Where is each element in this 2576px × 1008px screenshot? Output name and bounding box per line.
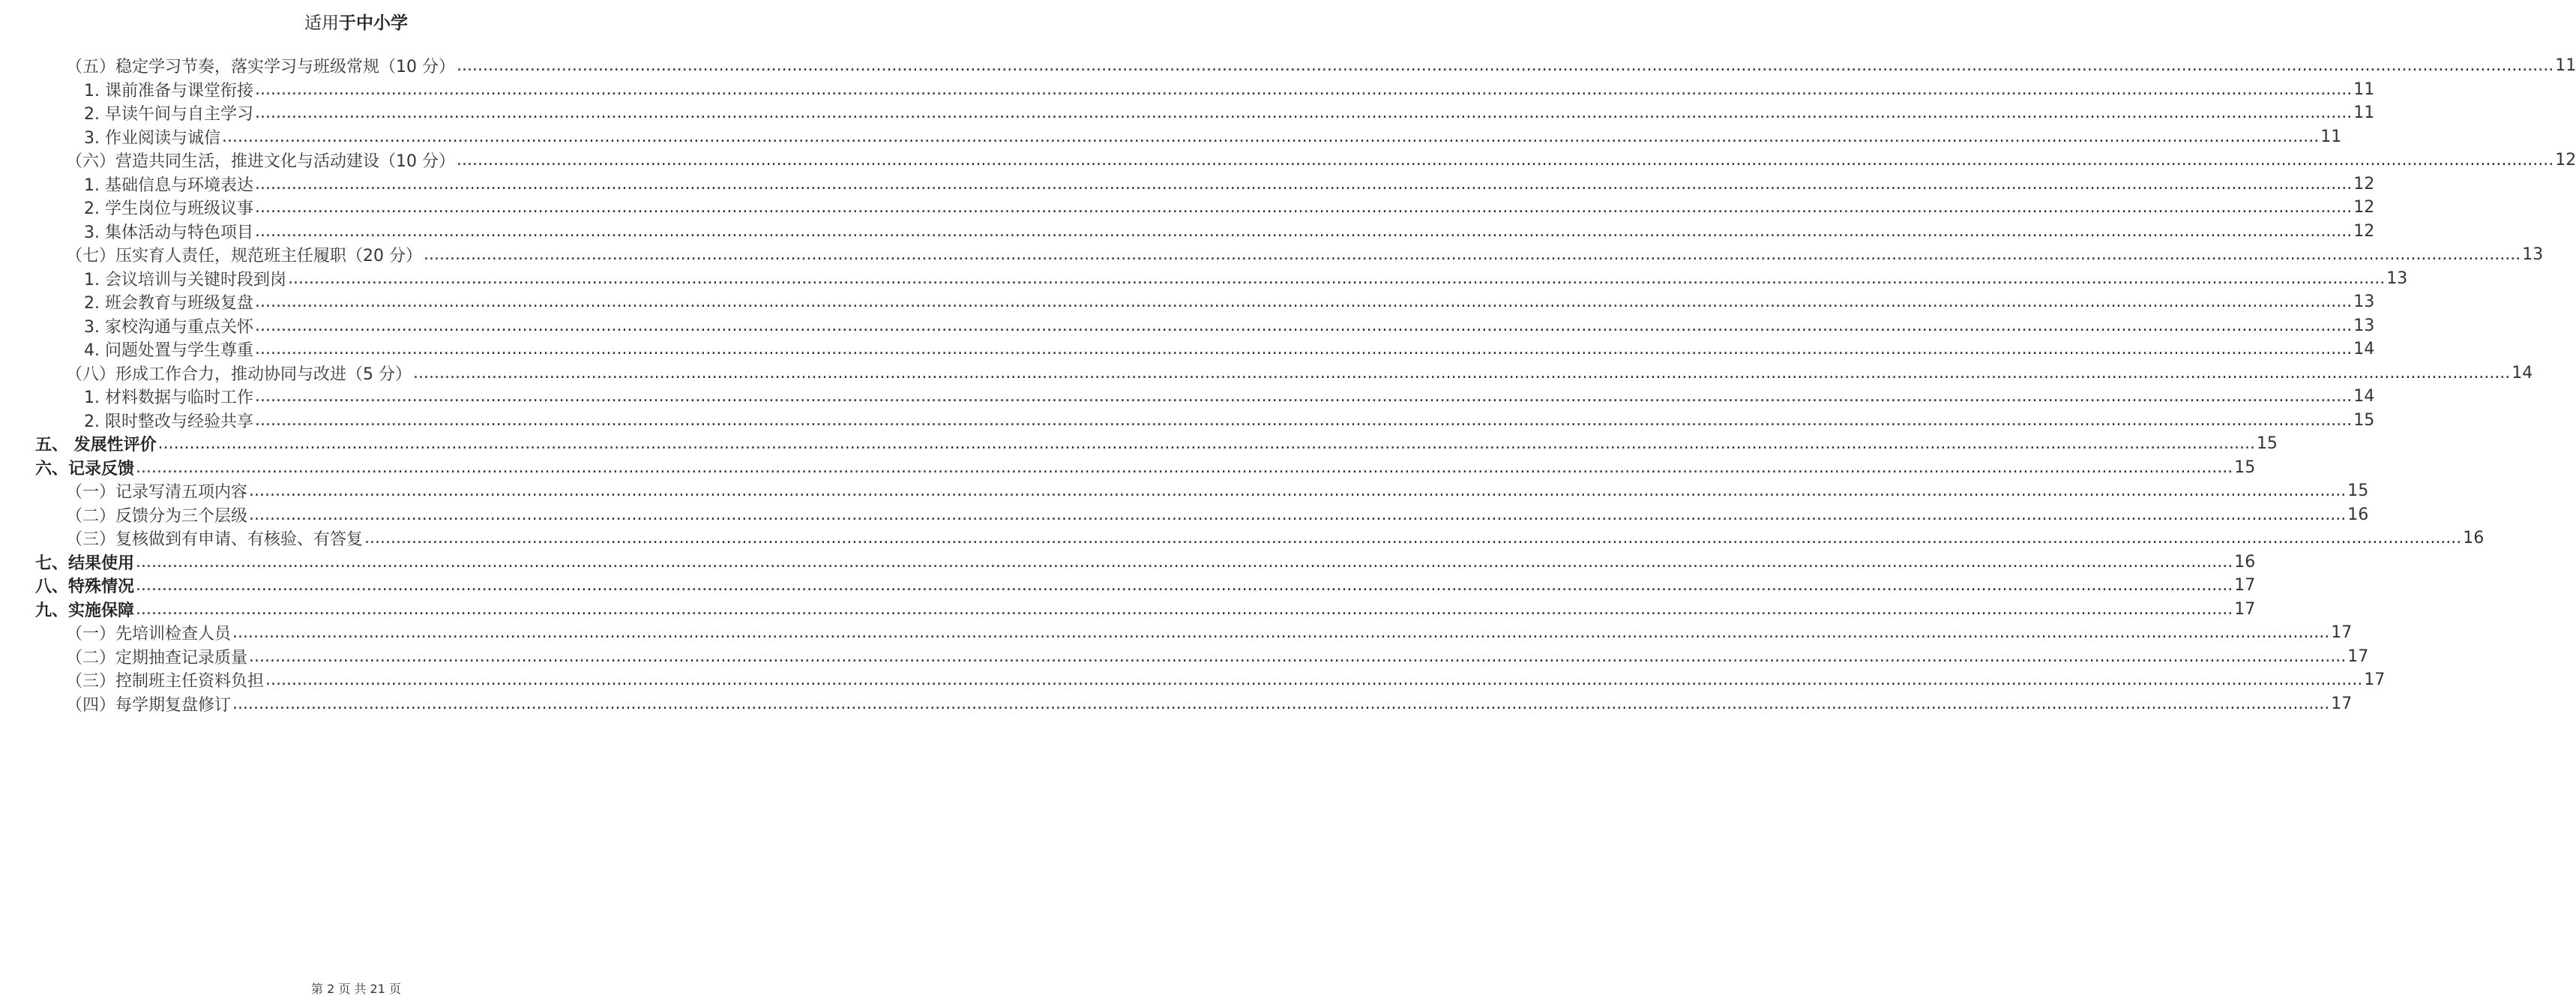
toc-entry-label: （六）营造共同生活，推进文化与活动建设（10 分） [66, 152, 455, 172]
toc-entry-page-number: 11 [2353, 80, 2375, 99]
toc-entry-label: 2. 学生岗位与班级议事 [84, 200, 253, 219]
toc-entry-page-number: 14 [2353, 387, 2375, 406]
toc-dot-leader: ................................................................................................................................................................................................................................................................................................................................................................................................................ [136, 458, 2233, 477]
toc-entry[interactable] [0, 668, 2386, 692]
toc-entry[interactable] [0, 101, 2375, 125]
toc-entry-page-number: 14 [2512, 363, 2533, 382]
toc-entry[interactable] [0, 290, 2375, 314]
toc-entry[interactable] [0, 503, 2369, 527]
toc-entry-page-number: 11 [2555, 56, 2576, 76]
toc-entry[interactable] [0, 314, 2375, 338]
toc-dot-leader: ................................................................................................................................................................................................................................................................................................................................................................................................................ [254, 316, 2353, 335]
toc-entry-label: 3. 作业阅读与诚信 [84, 128, 220, 148]
toc-dot-leader: ................................................................................................................................................................................................................................................................................................................................................................................................................ [287, 268, 2386, 288]
toc-entry-label: 1. 课前准备与课堂衔接 [84, 81, 253, 100]
page-footer: 第 2 页 共 21 页 [311, 982, 401, 996]
toc-entry-label: （二）反馈分为三个层级 [66, 506, 248, 526]
toc-dot-leader: ................................................................................................................................................................................................................................................................................................................................................................................................................ [254, 221, 2353, 241]
toc-entry-label: （五）稳定学习节奏，落实学习与班级常规（10 分） [66, 58, 455, 77]
toc-entry-page-number: 17 [2347, 646, 2369, 666]
toc-entry-label: （一）先培训检查人员 [66, 625, 232, 644]
toc-entry[interactable] [0, 172, 2375, 196]
toc-entry[interactable] [0, 125, 2342, 149]
toc-dot-leader: ................................................................................................................................................................................................................................................................................................................................................................................................................ [254, 198, 2353, 218]
toc-entry-label: 2. 早读午间与自主学习 [84, 105, 253, 124]
toc-entry[interactable] [0, 526, 2485, 550]
toc-entry-label: 1. 基础信息与环境表达 [84, 176, 253, 195]
toc-entry-page-number: 12 [2353, 198, 2375, 218]
toc-entry-label: 4. 问题处置与学生尊重 [84, 341, 253, 361]
toc-entry-label: 2. 限时整改与经验共享 [84, 412, 253, 431]
toc-dot-leader: ................................................................................................................................................................................................................................................................................................................................................................................................................ [254, 174, 2353, 194]
toc-dot-leader: ................................................................................................................................................................................................................................................................................................................................................................................................................ [424, 245, 2521, 265]
toc-dot-leader: ................................................................................................................................................................................................................................................................................................................................................................................................................ [136, 552, 2233, 572]
toc-entry[interactable] [0, 78, 2375, 102]
toc-entry-label: 3. 集体活动与特色项目 [84, 223, 253, 242]
toc-entry-page-number: 15 [2347, 482, 2369, 501]
toc-dot-leader: ................................................................................................................................................................................................................................................................................................................................................................................................................ [232, 623, 2330, 643]
toc-entry-label: （一）记录写清五项内容 [66, 483, 248, 502]
toc-entry[interactable] [0, 196, 2375, 220]
toc-entry[interactable] [0, 409, 2375, 433]
toc-dot-leader: ................................................................................................................................................................................................................................................................................................................................................................................................................ [254, 104, 2353, 123]
toc-entry[interactable] [0, 621, 2353, 645]
toc-entry[interactable] [0, 692, 2353, 716]
toc-entry[interactable] [0, 267, 2408, 291]
toc-entry-page-number: 17 [2364, 670, 2386, 690]
toc-entry-label: 1. 材料数据与临时工作 [84, 388, 253, 408]
page-header [0, 9, 712, 34]
toc-entry-page-number: 15 [2353, 410, 2375, 430]
toc-entry-label: （四）每学期复盘修订 [66, 695, 232, 715]
toc-entry-page-number: 16 [2234, 552, 2256, 572]
toc-dot-leader: ................................................................................................................................................................................................................................................................................................................................................................................................................ [249, 482, 2347, 501]
toc-dot-leader: ................................................................................................................................................................................................................................................................................................................................................................................................................ [413, 363, 2511, 382]
toc-entry[interactable] [0, 54, 2576, 78]
toc-entry-label: 八、特殊情况 [35, 577, 135, 597]
toc-entry-page-number: 15 [2234, 458, 2256, 477]
toc-dot-leader: ................................................................................................................................................................................................................................................................................................................................................................................................................ [254, 80, 2353, 99]
toc-entry[interactable] [0, 362, 2533, 386]
toc-entry[interactable] [0, 598, 2256, 622]
toc-entry-page-number: 13 [2353, 316, 2375, 335]
toc-entry-page-number: 11 [2320, 127, 2342, 146]
toc-entry-page-number: 12 [2353, 174, 2375, 194]
toc-entry-label: （七）压实育人责任，规范班主任履职（20 分） [66, 247, 422, 266]
toc-entry-page-number: 17 [2331, 623, 2353, 643]
toc-entry[interactable] [0, 338, 2375, 362]
toc-entry-label: （三）控制班主任资料负担 [66, 672, 265, 692]
toc-entry-page-number: 12 [2353, 221, 2375, 241]
toc-entry[interactable] [0, 432, 2278, 456]
toc-entry-page-number: 17 [2234, 576, 2256, 596]
toc-dot-leader: ................................................................................................................................................................................................................................................................................................................................................................................................................ [221, 127, 2320, 146]
toc-dot-leader: ................................................................................................................................................................................................................................................................................................................................................................................................................ [136, 576, 2233, 596]
toc-dot-leader: ................................................................................................................................................................................................................................................................................................................................................................................................................ [457, 56, 2554, 76]
toc-dot-leader: ................................................................................................................................................................................................................................................................................................................................................................................................................ [457, 151, 2554, 170]
header-title-prefix: 适用 [304, 14, 339, 33]
toc-entry-page-number: 16 [2463, 529, 2485, 548]
toc-entry-page-number: 13 [2353, 292, 2375, 312]
toc-entry[interactable] [0, 385, 2375, 409]
toc-entry-page-number: 16 [2347, 505, 2369, 524]
toc-dot-leader: ................................................................................................................................................................................................................................................................................................................................................................................................................ [254, 292, 2353, 312]
toc-entry-page-number: 17 [2331, 694, 2353, 713]
toc-entry-label: （三）复核做到有申请、有核验、有答复 [66, 530, 364, 550]
toc-entry-page-number: 12 [2555, 151, 2576, 170]
toc-entry[interactable] [0, 574, 2256, 598]
toc-entry[interactable] [0, 243, 2544, 267]
toc-entry[interactable] [0, 479, 2369, 503]
toc-entry-label: 七、结果使用 [35, 553, 135, 573]
toc-entry[interactable] [0, 645, 2369, 669]
toc-dot-leader: ................................................................................................................................................................................................................................................................................................................................................................................................................ [254, 340, 2353, 359]
toc-dot-leader: ................................................................................................................................................................................................................................................................................................................................................................................................................ [249, 646, 2347, 666]
toc-entry-page-number: 14 [2353, 340, 2375, 359]
header-title-bold: 于中小学 [339, 14, 408, 33]
toc-entry-label: （八）形成工作合力，推动协同与改进（5 分） [66, 364, 412, 384]
toc-entry[interactable] [0, 220, 2375, 244]
toc-entry-label: 1. 会议培训与关键时段到岗 [84, 270, 286, 290]
toc-entry[interactable] [0, 550, 2256, 574]
toc-entry-label: 六、记录反馈 [35, 458, 135, 478]
toc-entry-label: 3. 家校沟通与重点关怀 [84, 317, 253, 337]
toc-dot-leader: ................................................................................................................................................................................................................................................................................................................................................................................................................ [254, 387, 2353, 406]
toc-entry-label: 2. 班会教育与班级复盘 [84, 294, 253, 314]
toc-entry[interactable] [0, 456, 2256, 480]
toc-entry-page-number: 11 [2353, 104, 2375, 123]
toc-entry-page-number: 13 [2522, 245, 2544, 265]
toc-entry[interactable] [0, 148, 2576, 172]
toc-entry-page-number: 13 [2386, 268, 2408, 288]
toc-entry-label: （二）定期抽查记录质量 [66, 648, 248, 668]
toc-dot-leader: ................................................................................................................................................................................................................................................................................................................................................................................................................ [136, 599, 2233, 619]
table-of-contents [0, 54, 2576, 716]
toc-dot-leader: ................................................................................................................................................................................................................................................................................................................................................................................................................ [249, 505, 2347, 524]
toc-entry-label: 五、 发展性评价 [35, 435, 157, 455]
toc-entry-page-number: 17 [2234, 599, 2256, 619]
toc-dot-leader: ................................................................................................................................................................................................................................................................................................................................................................................................................ [265, 670, 2363, 690]
toc-dot-leader: ................................................................................................................................................................................................................................................................................................................................................................................................................ [364, 529, 2462, 548]
toc-entry-page-number: 15 [2256, 434, 2278, 454]
toc-dot-leader: ................................................................................................................................................................................................................................................................................................................................................................................................................ [157, 434, 2255, 454]
toc-dot-leader: ................................................................................................................................................................................................................................................................................................................................................................................................................ [254, 410, 2353, 430]
toc-entry-label: 九、实施保障 [35, 600, 135, 620]
toc-dot-leader: ................................................................................................................................................................................................................................................................................................................................................................................................................ [232, 694, 2330, 713]
